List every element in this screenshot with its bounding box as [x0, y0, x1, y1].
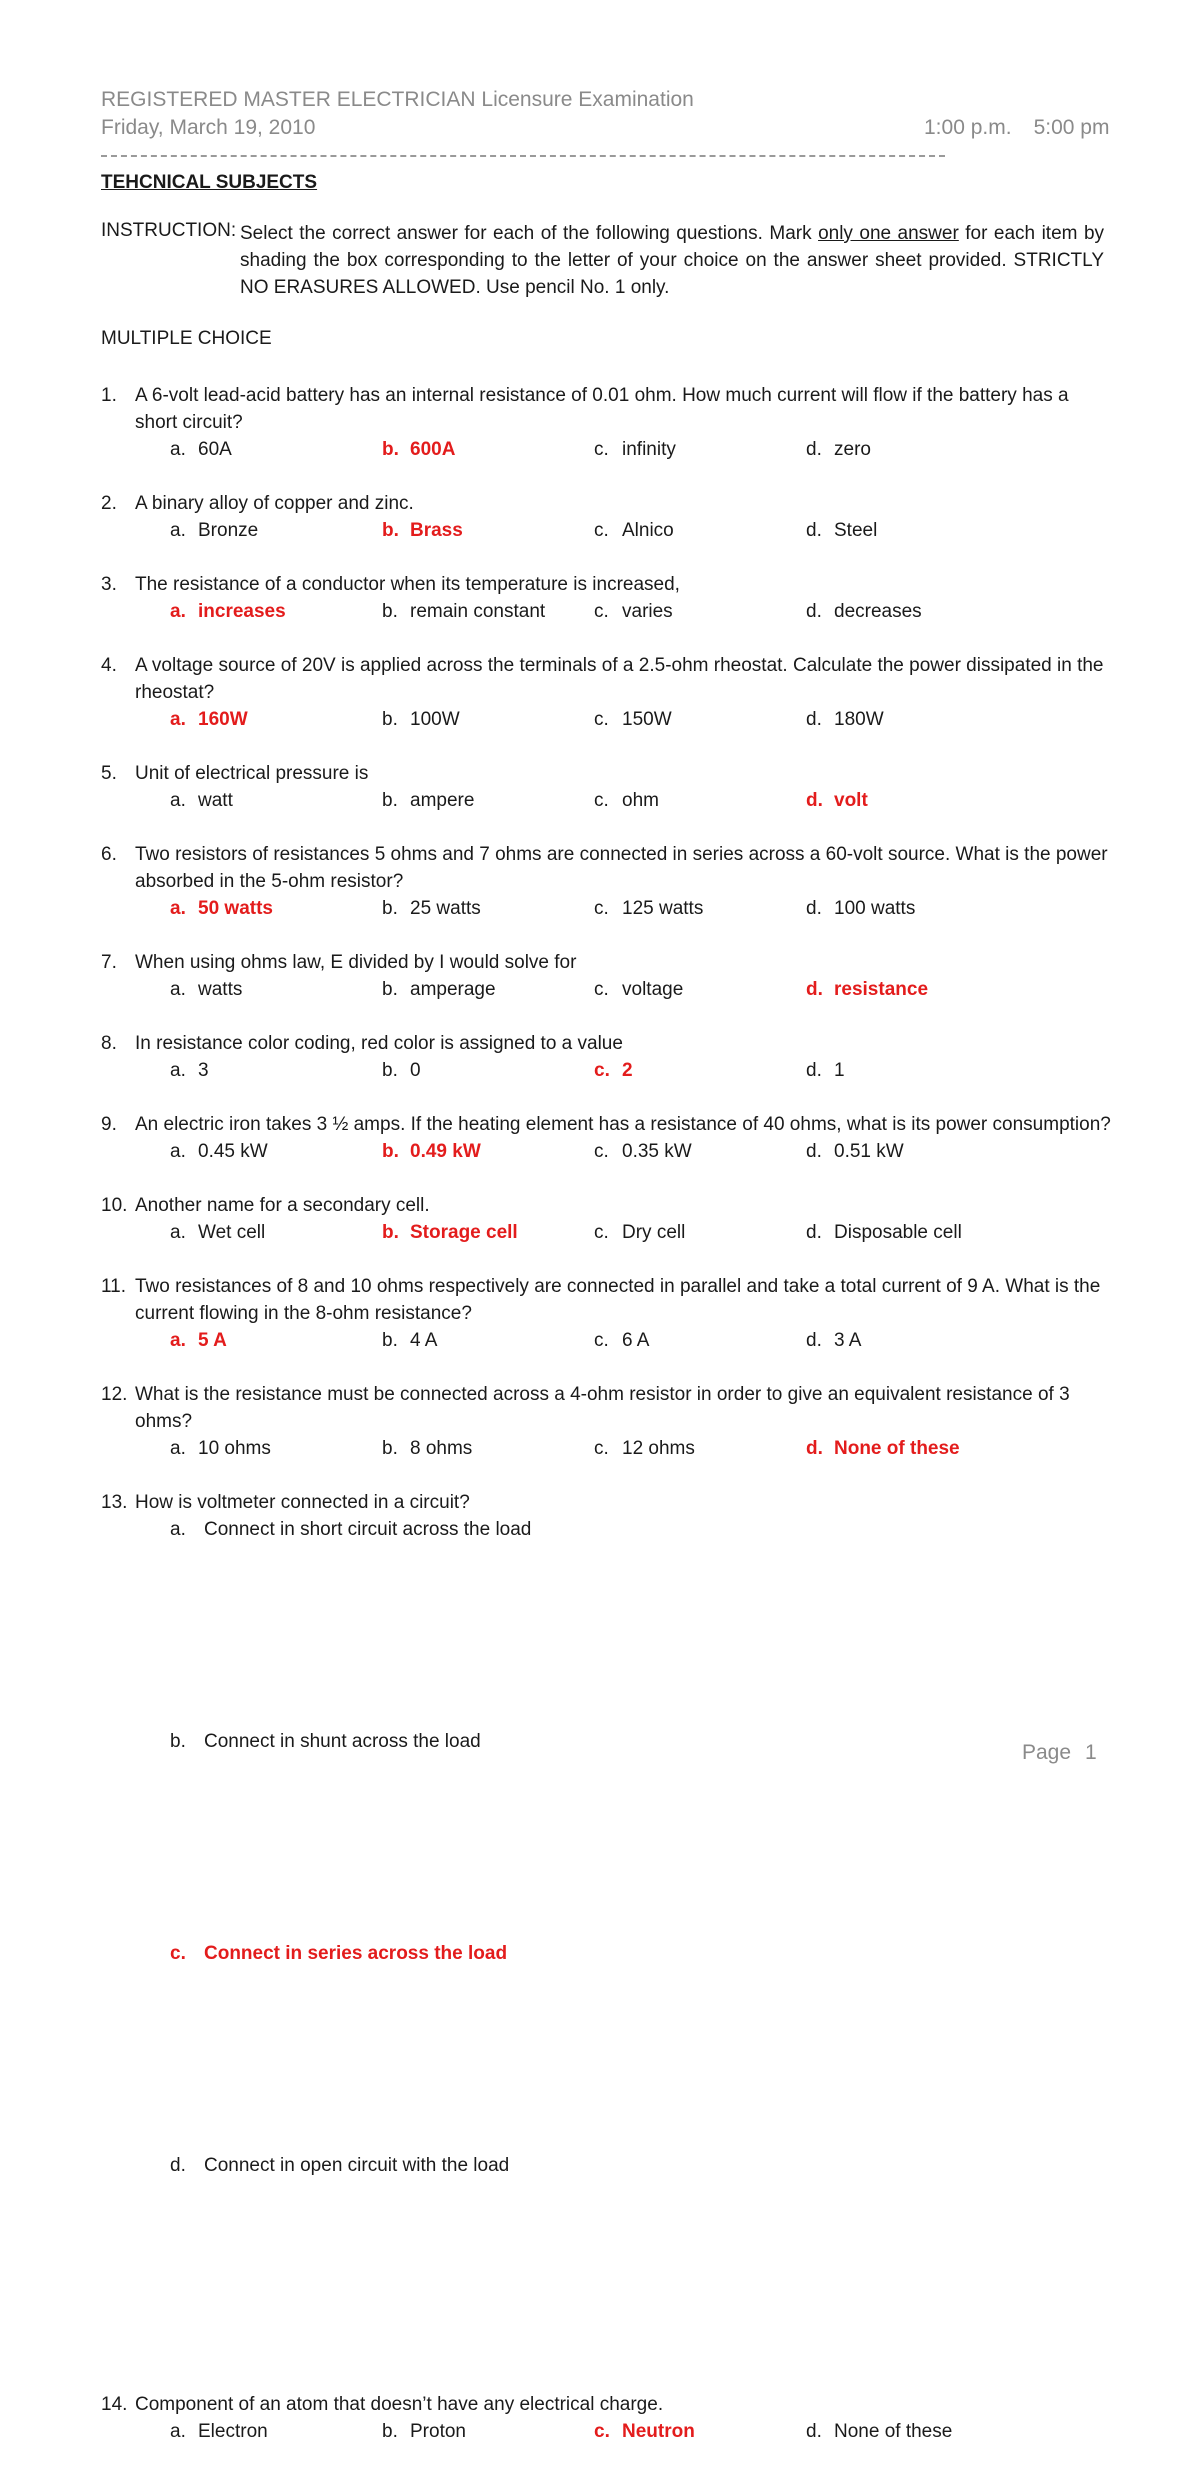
- option-letter: b.: [382, 1060, 398, 1081]
- option-letter: d.: [806, 439, 822, 460]
- answer-option: [594, 787, 806, 814]
- answer-option: [382, 976, 594, 1003]
- option-letter: a.: [170, 439, 186, 460]
- question-line: [101, 1030, 1111, 1057]
- answer-option: [170, 436, 382, 463]
- instruction-emphasis: only one answer: [818, 223, 959, 244]
- option-letter: d.: [806, 1330, 822, 1351]
- answer-options: [101, 787, 1111, 814]
- question-item: [101, 1111, 1111, 1165]
- option-letter: d.: [806, 979, 823, 1000]
- answer-option: [382, 1057, 594, 1084]
- answer-options: [101, 2418, 1111, 2445]
- question-text: The resistance of a conductor when its temperature is increased,: [135, 574, 680, 595]
- option-letter: c.: [594, 2421, 610, 2442]
- option-letter: d.: [806, 1060, 822, 1081]
- question-list: [101, 382, 1111, 2472]
- option-text: None of these: [834, 2421, 953, 2442]
- question-text: Two resistances of 8 and 10 ohms respectively are connected in parallel and take a total current of 9 A. What is the current flowing in the 8-ohm resistance?: [135, 1276, 1101, 1324]
- option-letter: d.: [806, 790, 823, 811]
- answer-option: [382, 895, 594, 922]
- answer-option-correct: [382, 1219, 594, 1246]
- answer-option: [382, 2418, 594, 2445]
- question-item: [101, 382, 1111, 463]
- option-letter: a.: [170, 790, 186, 811]
- option-text: 4 A: [410, 1330, 438, 1351]
- answer-option: [170, 1435, 382, 1462]
- option-text: 12 ohms: [622, 1438, 695, 1459]
- question-text: When using ohms law, E divided by I would solve for: [135, 952, 577, 973]
- question-line: [101, 571, 1111, 598]
- option-letter: a.: [170, 898, 186, 919]
- option-text: zero: [834, 439, 871, 460]
- answer-option: [170, 1138, 382, 1165]
- option-letter: a.: [170, 1222, 186, 1243]
- answer-option: [170, 1516, 1111, 1728]
- page-label: Page: [1022, 1741, 1072, 1764]
- option-text: ampere: [410, 790, 475, 811]
- answer-options: [101, 1516, 1111, 2364]
- answer-option-correct: [806, 976, 1018, 1003]
- option-letter: b.: [382, 709, 398, 730]
- option-letter: c.: [594, 1141, 609, 1162]
- question-text: Two resistors of resistances 5 ohms and 7 ohms are connected in series across a 60-volt source. What is the power absorbed in the 5-ohm resistor?: [135, 844, 1108, 892]
- option-text: 180W: [834, 709, 884, 730]
- answer-option: [594, 976, 806, 1003]
- answer-option-correct: [382, 517, 594, 544]
- option-text: 0.35 kW: [622, 1141, 692, 1162]
- question-number: 11.: [101, 1276, 127, 1297]
- option-text: Proton: [410, 2421, 466, 2442]
- question-item: [101, 949, 1111, 1003]
- option-letter: a.: [170, 520, 186, 541]
- answer-options: [101, 598, 1111, 625]
- question-line: [101, 1192, 1111, 1219]
- option-text: watts: [198, 979, 243, 1000]
- answer-option: [806, 598, 1018, 625]
- question-number: 2.: [101, 493, 117, 514]
- answer-option-correct: [594, 2418, 806, 2445]
- option-letter: b.: [382, 520, 399, 541]
- option-text: ohm: [622, 790, 659, 811]
- answer-options: [101, 1057, 1111, 1084]
- answer-option: [382, 787, 594, 814]
- question-number: 10.: [101, 1195, 128, 1216]
- instruction-text: [240, 220, 1104, 301]
- answer-option: [170, 787, 382, 814]
- option-letter: c.: [594, 1330, 609, 1351]
- question-number: 6.: [101, 844, 117, 865]
- question-line: [101, 1489, 1111, 1516]
- question-line: [101, 841, 1111, 895]
- question-text: What is the resistance must be connected across a 4-ohm resistor in order to give an equivalent resistance of 3 ohms?: [135, 1384, 1070, 1432]
- option-text: 125 watts: [622, 898, 704, 919]
- section-title: TEHCNICAL SUBJECTS: [101, 172, 318, 193]
- option-text: Connect in series across the load: [204, 1943, 508, 1964]
- answer-option: [806, 1327, 1018, 1354]
- answer-option: [170, 1728, 1111, 1940]
- answer-option: [382, 598, 594, 625]
- page-footer: [1022, 1741, 1097, 1765]
- option-text: None of these: [834, 1438, 960, 1459]
- answer-options: [101, 976, 1111, 1003]
- option-letter: c.: [594, 439, 609, 460]
- exam-date: Friday, March 19, 2010: [101, 116, 316, 139]
- question-text: Component of an atom that doesn’t have any electrical charge.: [135, 2394, 664, 2415]
- option-letter: b.: [382, 601, 398, 622]
- answer-options: [101, 517, 1111, 544]
- option-letter: b.: [382, 1438, 398, 1459]
- option-letter: a.: [170, 2421, 186, 2442]
- option-text: Storage cell: [410, 1222, 518, 1243]
- instruction-text-before: Select the correct answer for each of the following questions. Mark: [240, 223, 819, 244]
- question-number: 8.: [101, 1033, 117, 1054]
- question-text: A 6-volt lead-acid battery has an internal resistance of 0.01 ohm. How much current will flow if the battery has a short circuit?: [135, 385, 1069, 433]
- page-number: 1: [1085, 1741, 1097, 1764]
- option-letter: d.: [806, 1222, 822, 1243]
- question-item: [101, 571, 1111, 625]
- option-letter: a.: [170, 1060, 186, 1081]
- option-letter: c.: [594, 898, 609, 919]
- question-item: [101, 2391, 1111, 2445]
- option-text: Dry cell: [622, 1222, 686, 1243]
- option-text: Electron: [198, 2421, 268, 2442]
- answer-option: [170, 1057, 382, 1084]
- answer-option-correct: [806, 1435, 1018, 1462]
- question-text: In resistance color coding, red color is assigned to a value: [135, 1033, 623, 1054]
- option-text: increases: [198, 601, 286, 622]
- option-text: 0.45 kW: [198, 1141, 268, 1162]
- option-text: 8 ohms: [410, 1438, 473, 1459]
- option-text: watt: [198, 790, 233, 811]
- option-text: Steel: [834, 520, 878, 541]
- option-text: 0.51 kW: [834, 1141, 904, 1162]
- option-letter: c.: [594, 601, 609, 622]
- answer-option: [806, 1057, 1018, 1084]
- option-letter: a.: [170, 1330, 186, 1351]
- answer-option: [170, 976, 382, 1003]
- answer-option-correct: [170, 895, 382, 922]
- option-letter: b.: [382, 439, 399, 460]
- option-text: 50 watts: [198, 898, 273, 919]
- option-letter: d.: [806, 898, 822, 919]
- option-text: resistance: [834, 979, 929, 1000]
- option-text: voltage: [622, 979, 684, 1000]
- instruction-text-after: for each item by shading the box corresponding to the letter of your choice on the answer sheet provided. STRICTLY NO ERASURES ALLOWED. Use pencil No. 1 only.: [240, 223, 1105, 298]
- exam-title: REGISTERED MASTER ELECTRICIAN Licensure Examination: [101, 88, 694, 111]
- option-letter: b.: [382, 898, 398, 919]
- question-number: 1.: [101, 385, 117, 406]
- answer-option: [170, 2152, 1111, 2364]
- answer-options: [101, 1219, 1111, 1246]
- question-number: 5.: [101, 763, 117, 784]
- answer-option: [382, 1327, 594, 1354]
- answer-options: [101, 895, 1111, 922]
- time-start: 1:00 p.m.: [924, 116, 1012, 139]
- question-text: A binary alloy of copper and zinc.: [135, 493, 414, 514]
- question-line: [101, 1381, 1111, 1435]
- option-letter: d.: [806, 709, 822, 730]
- option-text: decreases: [834, 601, 922, 622]
- answer-options: [101, 1327, 1111, 1354]
- question-text: A voltage source of 20V is applied across the terminals of a 2.5-ohm rheostat. Calculate the power dissipated in the rheostat?: [135, 655, 1104, 703]
- question-item: [101, 1273, 1111, 1354]
- option-text: 2: [622, 1060, 633, 1081]
- option-text: Alnico: [622, 520, 674, 541]
- option-text: 0.49 kW: [410, 1141, 481, 1162]
- option-letter: b.: [382, 1330, 398, 1351]
- time-end: 5:00 pm: [1033, 116, 1110, 139]
- question-line: [101, 1111, 1111, 1138]
- option-text: Disposable cell: [834, 1222, 962, 1243]
- option-text: 6 A: [622, 1330, 650, 1351]
- question-line: [101, 760, 1111, 787]
- option-text: Wet cell: [198, 1222, 266, 1243]
- question-line: [101, 949, 1111, 976]
- answer-option-correct: [170, 1940, 1111, 2152]
- question-item: [101, 1381, 1111, 1462]
- option-text: 100 watts: [834, 898, 916, 919]
- option-letter: a.: [170, 979, 186, 1000]
- answer-option: [170, 517, 382, 544]
- option-letter: c.: [594, 1060, 610, 1081]
- option-text: 25 watts: [410, 898, 481, 919]
- question-item: [101, 490, 1111, 544]
- answer-option-correct: [806, 787, 1018, 814]
- option-letter: c.: [594, 709, 609, 730]
- answer-option: [594, 1138, 806, 1165]
- option-text: 3: [198, 1060, 209, 1081]
- answer-option-correct: [382, 1138, 594, 1165]
- option-letter: d.: [806, 2421, 822, 2442]
- question-number: 12.: [101, 1384, 128, 1405]
- question-text: An electric iron takes 3 ½ amps. If the heating element has a resistance of 40 ohms, what is its power consumption?: [135, 1114, 1111, 1135]
- option-letter: b.: [170, 1731, 186, 1752]
- option-text: Connect in open circuit with the load: [204, 2155, 510, 2176]
- option-letter: a.: [170, 1141, 186, 1162]
- option-letter: b.: [382, 979, 398, 1000]
- answer-option-correct: [594, 1057, 806, 1084]
- exam-time: [924, 116, 1109, 140]
- option-letter: c.: [594, 790, 609, 811]
- option-text: volt: [834, 790, 868, 811]
- question-number: 13.: [101, 1492, 128, 1513]
- option-letter: d.: [806, 1438, 823, 1459]
- option-letter: c.: [594, 520, 609, 541]
- answer-option: [382, 1435, 594, 1462]
- answer-option: [594, 706, 806, 733]
- answer-option: [806, 706, 1018, 733]
- option-text: Brass: [410, 520, 463, 541]
- option-letter: a.: [170, 1438, 186, 1459]
- answer-option-correct: [170, 1327, 382, 1354]
- answer-option: [594, 598, 806, 625]
- option-letter: a.: [170, 1519, 186, 1540]
- answer-options: [101, 706, 1111, 733]
- answer-option: [806, 436, 1018, 463]
- question-item: [101, 841, 1111, 922]
- option-text: 60A: [198, 439, 232, 460]
- option-letter: b.: [382, 1222, 399, 1243]
- answer-option-correct: [382, 436, 594, 463]
- option-text: varies: [622, 601, 673, 622]
- answer-option-correct: [170, 706, 382, 733]
- answer-option: [806, 1138, 1018, 1165]
- question-item: [101, 1030, 1111, 1084]
- answer-option: [806, 1219, 1018, 1246]
- answer-option: [594, 1327, 806, 1354]
- option-letter: d.: [806, 520, 822, 541]
- option-text: 10 ohms: [198, 1438, 271, 1459]
- option-text: 160W: [198, 709, 248, 730]
- option-text: Neutron: [622, 2421, 695, 2442]
- question-line: [101, 2391, 1111, 2418]
- multiple-choice-heading: MULTIPLE CHOICE: [101, 328, 272, 349]
- option-text: Connect in shunt across the load: [204, 1731, 481, 1752]
- option-letter: d.: [806, 601, 822, 622]
- option-letter: d.: [806, 1141, 822, 1162]
- option-letter: c.: [594, 1438, 609, 1459]
- question-item: [101, 1489, 1111, 2364]
- instruction-label: INSTRUCTION:: [101, 220, 237, 241]
- question-item: [101, 652, 1111, 733]
- answer-option: [170, 1219, 382, 1246]
- option-text: 5 A: [198, 1330, 227, 1351]
- option-letter: b.: [382, 2421, 398, 2442]
- option-letter: c.: [170, 1943, 186, 1964]
- question-number: 4.: [101, 655, 117, 676]
- question-text: Another name for a secondary cell.: [135, 1195, 430, 1216]
- answer-option: [594, 1435, 806, 1462]
- option-letter: b.: [382, 790, 398, 811]
- question-number: 3.: [101, 574, 117, 595]
- option-letter: c.: [594, 979, 609, 1000]
- answer-options: [101, 436, 1111, 463]
- answer-option: [594, 436, 806, 463]
- question-number: 9.: [101, 1114, 117, 1135]
- option-letter: b.: [382, 1141, 399, 1162]
- answer-option: [594, 517, 806, 544]
- option-text: 3 A: [834, 1330, 862, 1351]
- question-text: How is voltmeter connected in a circuit?: [135, 1492, 470, 1513]
- answer-option: [594, 1219, 806, 1246]
- answer-option: [806, 895, 1018, 922]
- answer-option: [382, 706, 594, 733]
- option-letter: a.: [170, 601, 186, 622]
- option-letter: c.: [594, 1222, 609, 1243]
- option-text: 100W: [410, 709, 460, 730]
- header-divider: [101, 155, 945, 157]
- option-text: amperage: [410, 979, 496, 1000]
- option-letter: d.: [170, 2155, 186, 2176]
- option-text: remain constant: [410, 601, 546, 622]
- answer-option-correct: [170, 598, 382, 625]
- option-text: Bronze: [198, 520, 259, 541]
- question-line: [101, 652, 1111, 706]
- answer-option: [170, 2418, 382, 2445]
- option-text: 1: [834, 1060, 845, 1081]
- question-line: [101, 382, 1111, 436]
- question-number: 7.: [101, 952, 117, 973]
- option-letter: a.: [170, 709, 186, 730]
- answer-option: [594, 895, 806, 922]
- question-number: 14.: [101, 2394, 128, 2415]
- question-text: Unit of electrical pressure is: [135, 763, 369, 784]
- answer-option: [806, 2418, 1018, 2445]
- question-line: [101, 1273, 1111, 1327]
- question-item: [101, 760, 1111, 814]
- option-text: Connect in short circuit across the load: [204, 1519, 532, 1540]
- question-line: [101, 490, 1111, 517]
- answer-options: [101, 1138, 1111, 1165]
- question-item: [101, 1192, 1111, 1246]
- option-text: infinity: [622, 439, 676, 460]
- option-text: 150W: [622, 709, 672, 730]
- option-text: 600A: [410, 439, 456, 460]
- answer-option: [806, 517, 1018, 544]
- option-text: 0: [410, 1060, 421, 1081]
- answer-options: [101, 1435, 1111, 1462]
